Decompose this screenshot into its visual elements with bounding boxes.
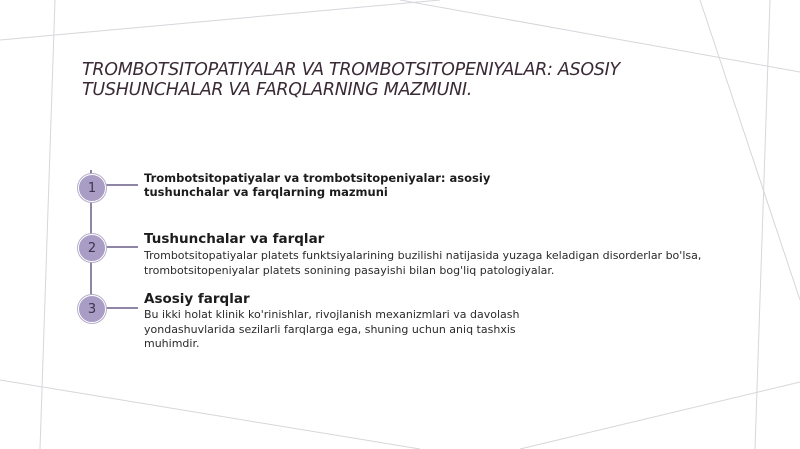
step-description: Bu ikki holat klinik ko'rinishlar, rivojlanish mexanizmlari va davolash yondashuvlarida sezilarli farqlarga ega, shuning uchun aniq tashxis muhimdir. <box>144 308 520 350</box>
slide-title: TROMBOTSITOPATIYALAR VA TROMBOTSITOPENIYALAR: ASOSIY TUSHUNCHALAR VA FARQLARNING MAZMUNI. <box>82 60 620 100</box>
step-heading: Asosiy farqlar <box>144 291 250 307</box>
step-number-badge: 3 <box>78 295 106 323</box>
step-heading: Tushunchalar va farqlar <box>144 231 325 247</box>
step-heading: Trombotsitopatiyalar va trombotsitopeniyalar: asosiy tushunchalar va farqlarning mazmuni <box>144 171 491 199</box>
step-number-badge: 2 <box>78 234 106 262</box>
step-description: Trombotsitopatiyalar platets funktsiyalarining buzilishi natijasida yuzaga keladigan disorderlar bo'lsa, trombotsitopeniyalar platets sonining pasayishi bilan bog'liq patologiyalar. <box>144 249 702 277</box>
step-number-badge: 1 <box>78 174 106 202</box>
